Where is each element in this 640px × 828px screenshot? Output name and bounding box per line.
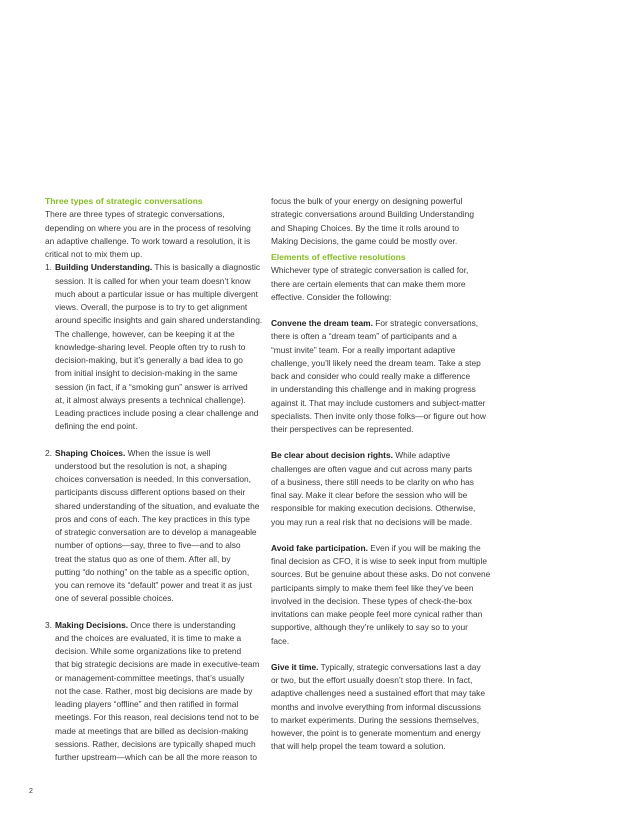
paragraph-dream-team-body xyxy=(271,330,487,436)
left-intro-line: depending on where you are in the process of resolving xyxy=(45,222,251,233)
paragraph-decision-rights-first-line xyxy=(271,449,487,462)
list-item-1-body-line: session. It is called for when your team doesn’t know xyxy=(55,275,251,286)
list-item-3-first-line xyxy=(45,619,259,632)
paragraph-dream-team-body-line: in understanding this challenge and in making progress xyxy=(271,384,476,395)
continued-paragraph-line: Making Decisions, the game could be mostly over. xyxy=(271,235,458,246)
right-intro xyxy=(271,264,487,304)
paragraph-fake-participation-body-line: invitations can make people feel more cynical rather than xyxy=(271,609,483,619)
left-column xyxy=(45,195,263,764)
right-intro-line: effective. Consider the following: xyxy=(271,291,392,302)
list-item-3-body-line: decision. While some organizations like to pretend xyxy=(55,646,242,656)
list-item-2-body-line: shared understanding of the situation, and evaluate the xyxy=(55,500,260,511)
list-item-2-title: Shaping Choices. xyxy=(55,447,126,458)
right-intro-line: there are certain elements that can make them more xyxy=(271,278,466,289)
list-item-1-body xyxy=(45,275,263,434)
list-item-2-body-line: putting “do nothing” on the table as a specific option, xyxy=(55,566,250,577)
continued-paragraph-line: focus the bulk of your energy on designing powerful xyxy=(271,196,463,206)
list-item-1-body-line: from initial insight to decision-making in the same xyxy=(55,368,238,379)
paragraph-decision-rights-body-line: responsible for making execution decisions. Otherwise, xyxy=(271,503,476,514)
list-item-1-title: Building Understanding. xyxy=(55,262,153,273)
paragraph-give-it-time-body-line: or two, but the effort usually doesn’t stop there. In fact, xyxy=(271,675,473,685)
list-item-2-lead: When the issue is well xyxy=(125,447,211,458)
page-number: 2 xyxy=(29,788,33,795)
list-item-1-body-line: decision-making, but it’s generally a bad idea to go xyxy=(55,355,243,365)
paragraph-fake-participation-body xyxy=(271,555,491,648)
list-item-1-body-line: views. Overall, the purpose is to try to get alignment xyxy=(55,302,248,312)
section-heading-effective-resolutions: Elements of effective resolutions xyxy=(271,252,406,262)
paragraph-decision-rights-body-line: final say. Make it clear before the session who will be xyxy=(271,490,468,500)
list-item-3-body-line: not the case. Rather, most big decisions are made by xyxy=(55,685,253,696)
left-intro-line: critical not to mix them up. xyxy=(45,249,143,259)
paragraph-fake-participation-first-line xyxy=(271,542,487,555)
list-item-2-body-line: one of several possible choices. xyxy=(55,593,174,604)
right-intro-line: Whichever type of strategic conversation is called for, xyxy=(271,265,469,276)
section-heading-strategic-conversations: Three types of strategic conversations xyxy=(45,196,203,206)
paragraph-decision-rights-body-line: challenges are often vague and cut across many parts xyxy=(271,463,473,474)
left-intro-line: an adaptive challenge. To work toward a resolution, it is xyxy=(45,235,251,246)
paragraph-fake-participation-body-line: supportive, although they’re unlikely to say so to your xyxy=(271,622,468,633)
list-item-3-body-line: made at meetings that are billed as decision-making xyxy=(55,725,249,736)
paragraph-give-it-time-body-line: adaptive challenges need a sustained effort that may take xyxy=(271,688,486,699)
left-intro xyxy=(45,208,259,261)
list-item-3-body-line: leading players “offline” and then ratified in formal xyxy=(55,699,239,709)
paragraph-fake-participation-body-line: face. xyxy=(271,635,290,646)
list-item-3-body-line: or management-committee meetings, that’s usually xyxy=(55,672,245,683)
paragraph-dream-team-body-line: specialists. Then invite only those folks—or figure out how xyxy=(271,410,486,421)
paragraph-dream-team-body-line: “must invite” team. For a really important adaptive xyxy=(271,344,456,355)
paragraph-dream-team-body-line: back and consider who could really make a difference xyxy=(271,371,471,381)
list-item-2-body-line: pros and cons of each. The key practices in this type xyxy=(55,513,250,524)
list-item-3-body-line: meetings. For this reason, real decisions tend not to be xyxy=(55,712,259,723)
paragraph-give-it-time-first-line xyxy=(271,661,487,674)
list-item-2-body xyxy=(45,460,259,606)
paragraph-dream-team-first-line xyxy=(271,317,487,330)
paragraph-give-it-time-body xyxy=(271,674,487,754)
list-item-1-body-line: The challenge, however, can be keeping it at the xyxy=(55,328,235,339)
paragraph-give-it-time-lead: Typically, strategic conversations last a day xyxy=(318,661,481,672)
paragraph-fake-participation-lead: Even if you will be making the xyxy=(367,542,481,553)
list-item-1-first-line xyxy=(45,261,259,274)
list-item-1-body-line: around specific insights and gain shared understanding. xyxy=(55,315,263,326)
paragraph-give-it-time-body-line: months and involve everything from informal discussions xyxy=(271,701,481,712)
list-item-2-first-line xyxy=(45,447,259,460)
list-number-3: 3. xyxy=(45,619,52,630)
paragraph-decision-rights-title: Be clear about decision rights. xyxy=(271,450,393,461)
list-item-1-body-line: much about a particular issue or has multiple divergent xyxy=(55,288,258,299)
list-item-3-body-line: that big strategic decisions are made in executive-team xyxy=(55,659,260,670)
paragraph-dream-team-body-line: there is often a “dream team” of participants and a xyxy=(271,331,457,342)
paragraph-fake-participation-body-line: involved in the decision. These types of check-the-box xyxy=(271,595,472,606)
paragraph-give-it-time-body-line: that will help propel the team toward a solution. xyxy=(271,741,446,752)
list-item-2-body-line: you can remove its “default” power and treat it as just xyxy=(55,580,252,590)
list-item-3-body-line: further upstream—which can be all the more reason to xyxy=(55,752,258,762)
paragraph-dream-team-body-line: challenge, you’ll likely need the dream team. Take a step xyxy=(271,357,481,368)
continued-paragraph-line: strategic conversations around Building Understanding xyxy=(271,209,474,220)
list-item-1-body-line: at, it almost always presents a technical challenge). xyxy=(55,394,246,405)
paragraph-decision-rights-body-line: of a business, there still needs to be clarity on who has xyxy=(271,476,474,487)
list-item-3-body xyxy=(45,632,259,765)
paragraph-fake-participation-body-line: final decision as CFO, it is wise to seek input from multiple xyxy=(271,556,487,566)
paragraph-give-it-time-body-line: to market experiments. During the sessions themselves, xyxy=(271,714,480,725)
list-item-1-lead: This is basically a diagnostic xyxy=(152,262,261,273)
paragraph-decision-rights-body-line: you may run a real risk that no decisions will be made. xyxy=(271,516,473,527)
list-item-1-body-line: knowledge-sharing level. People often try to rush to xyxy=(55,341,246,352)
paragraph-dream-team-lead: For strategic conversations, xyxy=(372,318,479,328)
paragraph-decision-rights-lead: While adaptive xyxy=(392,450,451,461)
right-column xyxy=(271,195,491,754)
list-item-1-body-line: session (in fact, if a “smoking gun” answer is arrived xyxy=(55,381,248,392)
paragraph-fake-participation-body-line: sources. But be genuine about these asks. Do not convene xyxy=(271,569,491,580)
continued-paragraph xyxy=(271,195,487,248)
paragraph-give-it-time-title: Give it time. xyxy=(271,661,319,672)
list-number-1: 1. xyxy=(45,262,52,273)
list-item-3-lead: Once there is understanding xyxy=(128,619,236,630)
list-item-2-body-line: of strategic conversation are to develop a manageable xyxy=(55,527,257,537)
list-item-2-body-line: understood but the resolution is not, a shaping xyxy=(55,460,227,471)
list-item-3-body-line: and the choices are evaluated, it is time to make a xyxy=(55,632,242,643)
list-item-3-title: Making Decisions. xyxy=(55,619,129,630)
list-item-2-body-line: choices conversation is needed. In this conversation, xyxy=(55,474,251,484)
paragraph-dream-team-body-line: their perspectives can be represented. xyxy=(271,424,414,434)
list-item-2-body-line: number of options—say, three to five—and to also xyxy=(55,540,241,551)
paragraph-fake-participation-title: Avoid fake participation. xyxy=(271,542,368,553)
list-item-1-body-line: Leading practices include posing a clear challenge and xyxy=(55,408,259,418)
paragraph-decision-rights-body xyxy=(271,463,487,529)
list-item-2-body-line: treat the status quo as one of them. After all, by xyxy=(55,553,231,564)
list-number-2: 2. xyxy=(45,447,52,458)
paragraph-dream-team-title: Convene the dream team. xyxy=(271,318,373,328)
paragraph-fake-participation-body-line: participants simply to make them feel like they’ve been xyxy=(271,582,474,593)
continued-paragraph-line: and Shaping Choices. By the time it rolls around to xyxy=(271,222,460,233)
list-item-1-body-line: defining the end point. xyxy=(55,421,138,432)
paragraph-give-it-time-body-line: however, the point is to generate momentum and energy xyxy=(271,728,481,738)
list-item-2-body-line: participants discuss different options based on their xyxy=(55,487,246,498)
paragraph-dream-team-body-line: against it. That may include customers and subject-matter xyxy=(271,397,486,408)
list-item-3-body-line: sessions. Rather, decisions are typically shaped much xyxy=(55,738,256,749)
left-intro-line: There are three types of strategic conversations, xyxy=(45,209,225,220)
